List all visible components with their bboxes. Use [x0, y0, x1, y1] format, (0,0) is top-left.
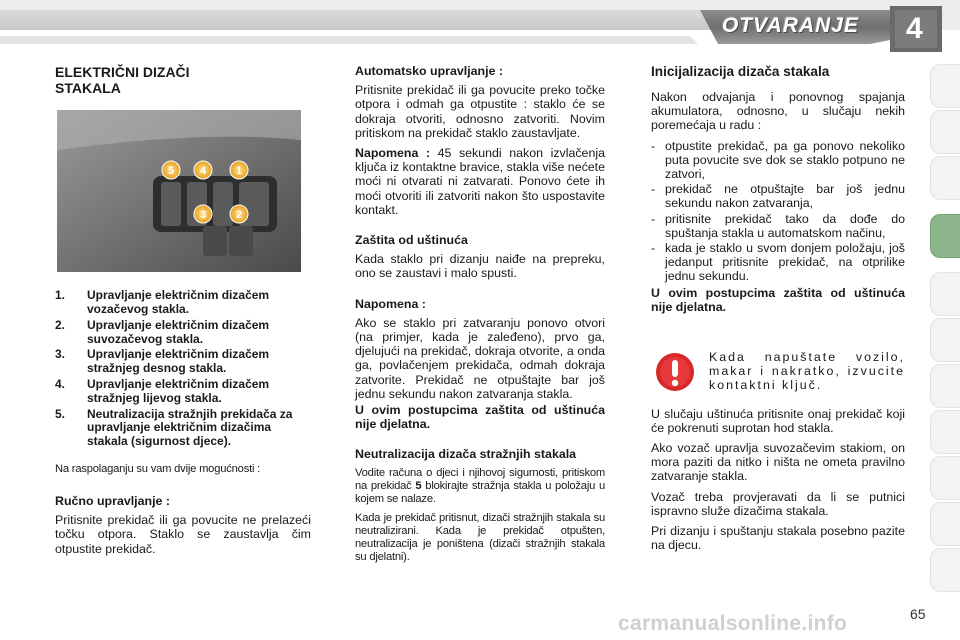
init-steps	[651, 139, 905, 284]
right-column	[651, 60, 905, 558]
side-tab[interactable]	[930, 110, 960, 154]
init-bold-note: U ovim postupcima zaštita od uštinuća nije djelatna.	[651, 285, 905, 314]
init-intro: Nakon odvajanja i ponovnog spajanja akumulatora, odnosno, u slučaju nekih poremećaja u radu :	[651, 90, 905, 133]
side-tab[interactable]	[930, 456, 960, 500]
control-list	[55, 289, 311, 449]
note2-heading: Napomena :	[355, 296, 426, 311]
side-tab[interactable]	[930, 156, 960, 200]
side-tab[interactable]	[930, 364, 960, 408]
manual-heading: Ručno upravljanje :	[55, 493, 170, 508]
side-tab[interactable]	[930, 318, 960, 362]
callout-5: 5	[167, 165, 175, 177]
rear-text-1: Vodite računa o djeci i njihovoj sigurnosti, pritiskom na prekidač 5 blokirajte stražnja stakla u položaju u kojem se nalaze.	[355, 466, 605, 505]
side-tab[interactable]	[930, 64, 960, 108]
list-item: - otpustite prekidač, pa ga ponovo nekoliko puta povucite sve dok se staklo potpuno ne zatvori,	[651, 138, 905, 182]
list-item: 3. Upravljanje električnim dizačem stražnjeg desnog stakla.	[55, 347, 270, 376]
auto-heading: Automatsko upravljanje :	[355, 64, 504, 78]
side-tab[interactable]	[930, 410, 960, 454]
side-tab-active[interactable]	[930, 214, 960, 258]
page-number: 65	[910, 606, 926, 622]
note2-bold: U ovim postupcima zaštita od uštinuća nije djelatna.	[355, 403, 605, 432]
chapter-title: OTVARANJE	[722, 14, 859, 37]
right-para-1: U slučaju uštinuća pritisnite onaj prekidač koji će pokrenuti suprotan hod stakla.	[651, 406, 905, 435]
pinch-heading: Zaštita od uštinuća	[355, 233, 468, 248]
middle-column	[355, 60, 605, 570]
init-heading: Inicijalizacija dizača stakala	[651, 64, 830, 79]
list-item: 2. Upravljanje električnim dizačem suvozačevog stakla.	[55, 317, 270, 346]
window-switch-photo	[57, 110, 301, 272]
callout-2: 2	[235, 209, 243, 221]
side-tab[interactable]	[930, 272, 960, 316]
list-item: - pritisnite prekidač tako da dođe do spuštanja stakla u automatskom načinu,	[651, 211, 905, 240]
chapter-number: 4	[906, 12, 923, 45]
pinch-text: Kada staklo pri dizanju naiđe na prepreku, ono se zaustavi i malo spusti.	[355, 252, 605, 281]
section-heading: ELEKTRIČNI DIZAČI STAKALA	[55, 64, 190, 96]
callout-4: 4	[199, 165, 207, 177]
options-note: Na raspolaganju su vam dvije mogućnosti :	[55, 462, 261, 475]
rear-heading: Neutralizacija dizača stražnjih stakala	[355, 447, 577, 462]
list-item: 5. Neutralizacija stražnjih prekidača za upravljanje električnim dizačima stakala (sigurnost djece).	[55, 406, 293, 449]
warning-icon	[655, 352, 695, 392]
list-item: 1. Upravljanje električnim dizačem vozačevog stakla.	[55, 288, 270, 316]
auto-text: Pritisnite prekidač ili ga povucite preko točke otpora i odmah ga otpustite : staklo će se dokraja otvoriti, odnosno zatvoriti. Novim pritiskom na prekidač staklo zaustavljate.	[355, 83, 605, 140]
rear-text-2: Kada je prekidač pritisnut, dizači stražnjih stakala su neutralizirani. Kada je prekidač otpušten, neutralizacija je poništena (dizači stražnjih stakala su djelatni).	[355, 511, 605, 563]
list-item: - prekidač ne otpuštajte bar još jednu sekundu nakon zatvaranja,	[651, 182, 905, 211]
right-para-4: Pri dizanju i spuštanju stakala posebno pazite na djecu.	[651, 524, 905, 553]
list-item: - kada je staklo u svom donjem položaju, još jedanput pritisnite prekidač, na otprilike jednu sekundu.	[651, 241, 905, 284]
watermark: carmanualsonline.info	[618, 612, 848, 635]
right-para-3: Vozač treba provjeravati da li se putnici ispravno služe dizačima stakala.	[651, 489, 905, 518]
manual-text: Pritisnite prekidač ili ga povucite ne prelazeći točku otpora. Staklo se zaustavlja čim otpustite prekidač.	[55, 513, 311, 556]
warning-box	[651, 350, 905, 393]
note1-paragraph: Napomena : 45 sekundi nakon izvlačenja ključa iz kontaktne bravice, stakla više nećete moći ni otvarati ni zatvarati. Ponovo ćete ih moći otvoriti ili zatvoriti nakon što uspostavite kontakt.	[355, 146, 606, 217]
right-para-2: Ako vozač upravlja suvozačevim stakiom, on mora paziti da nitko i ništa ne ometa pravilno zatvaranje stakla.	[651, 441, 905, 484]
note2-text: Ako se staklo pri zatvaranju ponovo otvori (na primjer, kada je zaleđeno), prvo ga, djelujući na prekidač, dokraja otvorite, a onda ga, povlačenjem prekidača, odmah dokraja zatvorite. Prekidač ne otpuštajte bar još jednu sekundu nakon zatvaranja stakla.	[355, 315, 605, 401]
side-tab[interactable]	[930, 548, 960, 592]
left-column	[55, 60, 311, 562]
callout-3: 3	[199, 209, 207, 221]
list-item: 4. Upravljanje električnim dizačem stražnjeg lijevog stakla.	[55, 376, 270, 405]
callout-1: 1	[235, 165, 243, 177]
warning-text: Kada napuštate vozilo, makar i nakratko, izvucite kontaktni ključ.	[709, 350, 905, 393]
side-tab[interactable]	[930, 502, 960, 546]
